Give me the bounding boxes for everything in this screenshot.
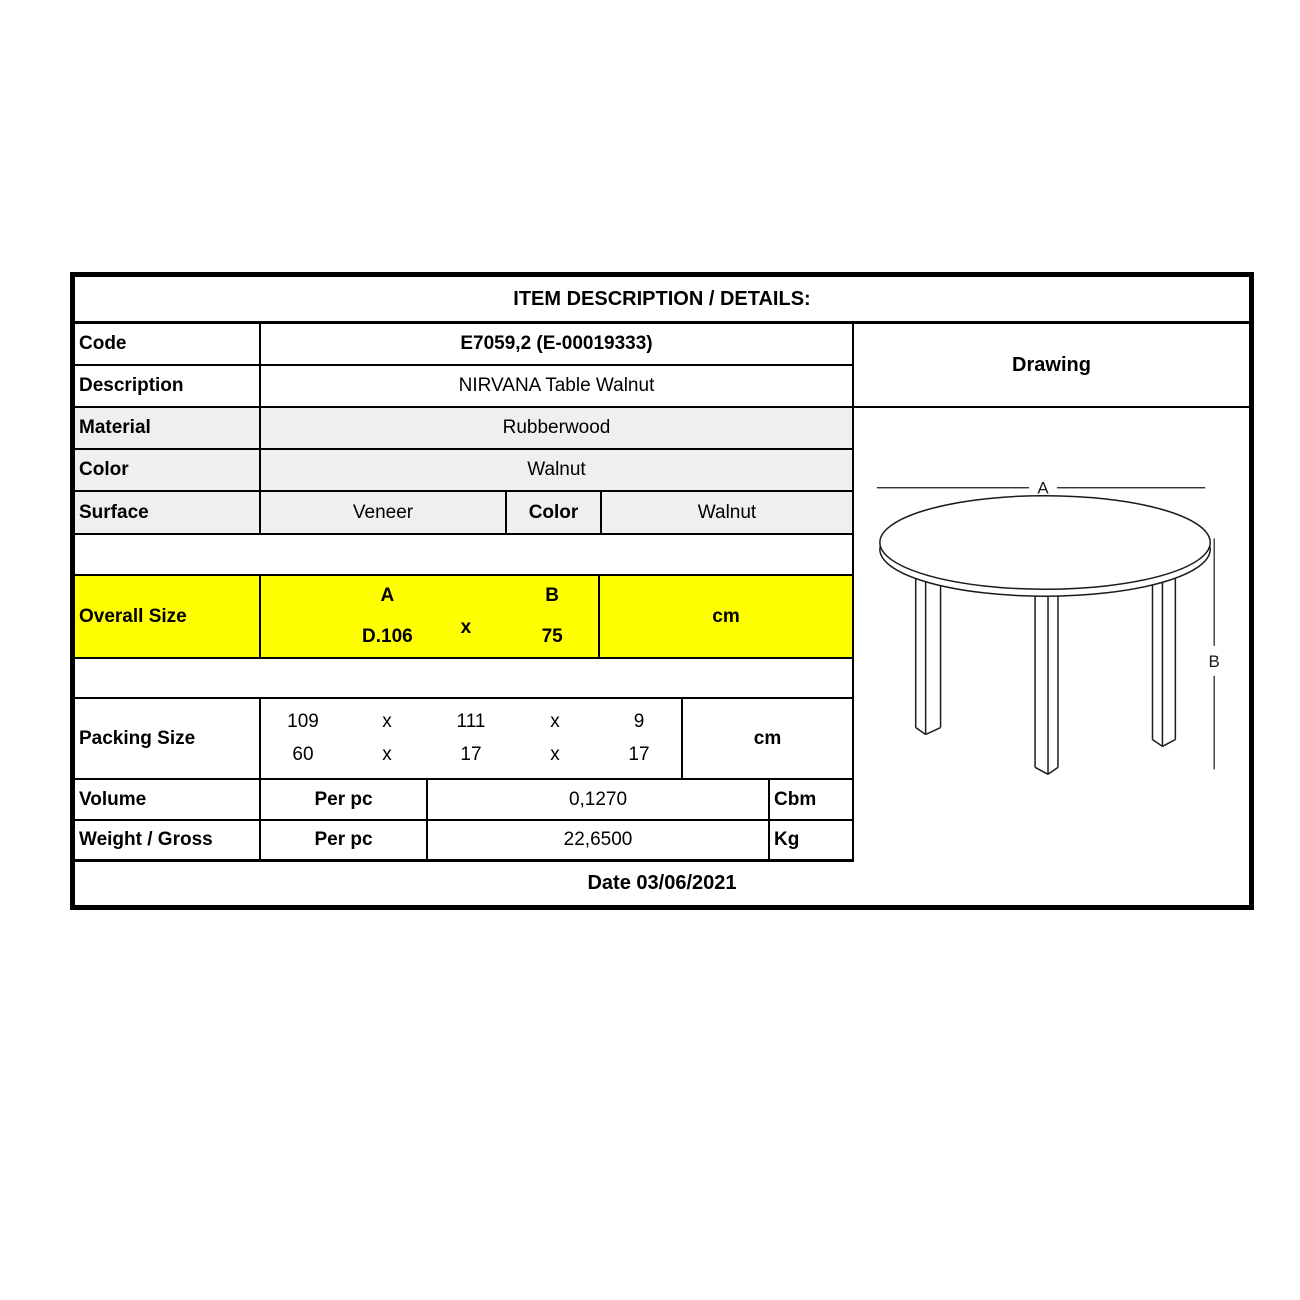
packing-dim: 111 xyxy=(456,710,486,732)
color-label: Color xyxy=(75,450,261,490)
overall-size-header-b: B xyxy=(545,585,560,606)
description-value: NIRVANA Table Walnut xyxy=(458,375,655,396)
code-label: Code xyxy=(75,324,261,364)
table-leg-left xyxy=(916,566,941,734)
packing-dim: 9 xyxy=(633,710,645,732)
packing-line-2 xyxy=(261,744,681,766)
weight-basis: Per pc xyxy=(261,821,428,859)
weight-label: Weight / Gross xyxy=(75,821,261,859)
weight-unit: Kg xyxy=(768,821,852,859)
surface-label: Surface xyxy=(75,492,261,533)
table-leg-center xyxy=(1035,580,1058,774)
spacer-row xyxy=(75,659,852,699)
spacer-row xyxy=(75,535,852,576)
material-value: Rubberwood xyxy=(502,417,611,438)
packing-sep: x xyxy=(382,744,392,766)
overall-size-separator: x xyxy=(460,616,472,638)
packing-dim: 17 xyxy=(628,744,650,766)
surface-finish-value: Veneer xyxy=(261,492,507,533)
row-surface xyxy=(75,492,852,535)
drawing-canvas xyxy=(854,408,1249,862)
packing-line-1 xyxy=(261,711,681,733)
color-value: Walnut xyxy=(527,459,586,480)
table-drawing xyxy=(854,408,1249,862)
overall-size-header-a: A xyxy=(380,585,395,606)
item-spec-table xyxy=(70,272,1254,910)
packing-sep: x xyxy=(382,710,392,732)
volume-basis: Per pc xyxy=(261,780,428,819)
packing-size-label: Packing Size xyxy=(75,699,261,778)
row-material xyxy=(75,408,852,450)
row-overall-size xyxy=(75,576,852,659)
description-label: Description xyxy=(75,366,261,406)
dimension-label-a: A xyxy=(1037,478,1049,498)
tabletop-surface xyxy=(880,496,1210,590)
packing-dim: 17 xyxy=(460,744,482,766)
overall-size-value-a: D.106 xyxy=(362,626,413,647)
surface-color-label: Color xyxy=(507,492,602,533)
drawing-header: Drawing xyxy=(854,324,1249,408)
packing-sep: x xyxy=(550,710,560,732)
spec-columns xyxy=(75,324,854,862)
weight-value: 22,6500 xyxy=(563,829,633,850)
row-weight xyxy=(75,821,852,862)
volume-unit: Cbm xyxy=(768,780,852,819)
packing-dim: 60 xyxy=(292,744,314,766)
overall-size-unit: cm xyxy=(712,605,740,627)
code-value: E7059,2 (E-00019333) xyxy=(460,333,653,354)
row-description xyxy=(75,366,852,408)
packing-sep: x xyxy=(550,744,560,766)
overall-size-label: Overall Size xyxy=(75,576,261,657)
table-leg-right xyxy=(1152,566,1175,746)
table-title: ITEM DESCRIPTION / DETAILS: xyxy=(75,277,1249,324)
material-label: Material xyxy=(75,408,261,448)
volume-label: Volume xyxy=(75,780,261,819)
packing-size-values xyxy=(261,699,683,778)
overall-size-values xyxy=(261,576,600,657)
surface-color-value: Walnut xyxy=(697,501,757,523)
packing-dim: 109 xyxy=(287,710,319,732)
packing-size-unit: cm xyxy=(753,727,782,749)
dimension-label-b: B xyxy=(1208,651,1220,671)
row-color xyxy=(75,450,852,492)
row-code xyxy=(75,324,852,366)
overall-size-value-b: 75 xyxy=(541,626,563,647)
date-stamp: Date 03/06/2021 xyxy=(587,872,737,894)
table-body xyxy=(75,324,1249,862)
drawing-column xyxy=(854,324,1249,862)
row-packing-size xyxy=(75,699,852,780)
row-volume xyxy=(75,780,852,821)
volume-value: 0,1270 xyxy=(568,788,628,810)
